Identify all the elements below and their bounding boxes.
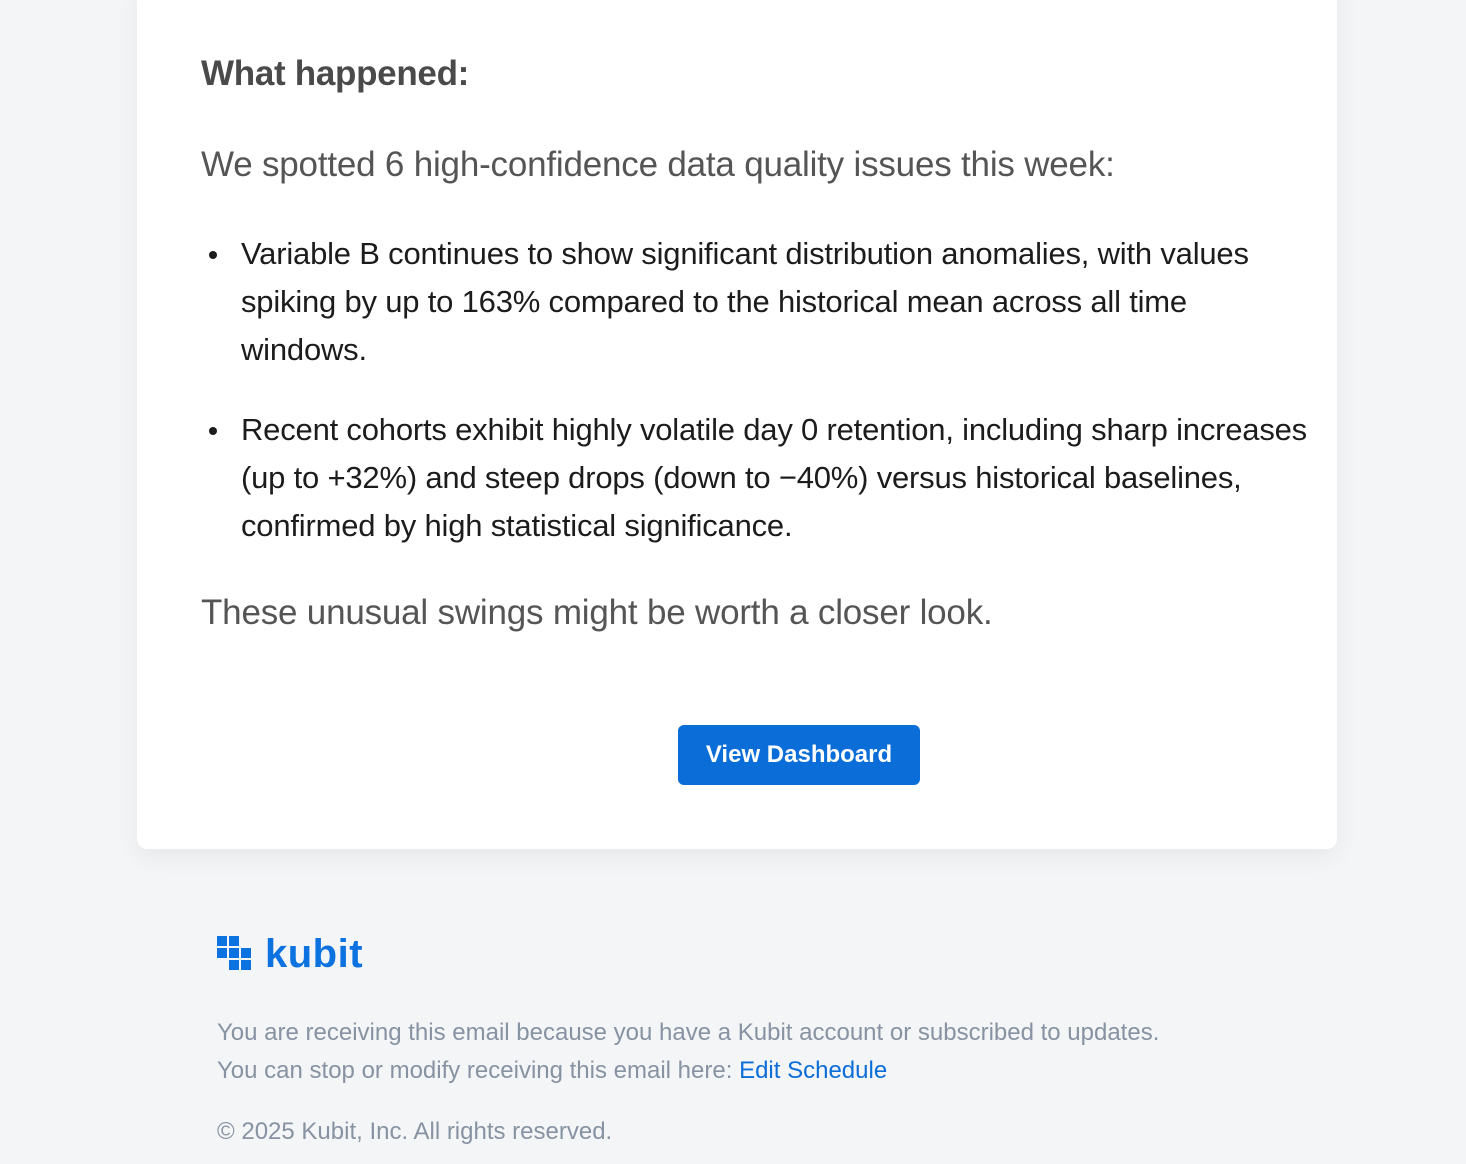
kubit-logo-icon: [217, 936, 253, 972]
issue-item: Variable B continues to show significant distribution anomalies, with values spiking by up to 163% compared to the historical mean across all time windows.: [241, 230, 1313, 374]
notice-line-1: You are receiving this email because you have a Kubit account or subscribed to updates.: [217, 1019, 1160, 1046]
intro-text: We spotted 6 high-confidence data quality issues this week:: [201, 145, 1115, 184]
email-card: [137, 0, 1337, 849]
edit-schedule-link[interactable]: Edit Schedule: [739, 1057, 888, 1084]
kubit-logo[interactable]: [217, 934, 1317, 974]
footer-notice: [217, 1014, 1159, 1090]
copyright-text: © 2025 Kubit, Inc. All rights reserved.: [217, 1118, 613, 1145]
closing-text: These unusual swings might be worth a closer look.: [201, 593, 993, 632]
notice-line-2: [217, 1052, 1159, 1090]
issues-list: [201, 230, 1313, 582]
section-title: What happened:: [201, 54, 470, 93]
brand-name: kubit: [265, 932, 364, 976]
view-dashboard-button[interactable]: View Dashboard: [678, 725, 920, 785]
issue-item: Recent cohorts exhibit highly volatile day 0 retention, including sharp increases (up to +32%) and steep drops (down to −40%) versus historical baselines, confirmed by high statistical significance.: [241, 406, 1313, 550]
email-footer: [217, 932, 1317, 1145]
notice-line-2-text: You can stop or modify receiving this email here:: [217, 1057, 733, 1084]
